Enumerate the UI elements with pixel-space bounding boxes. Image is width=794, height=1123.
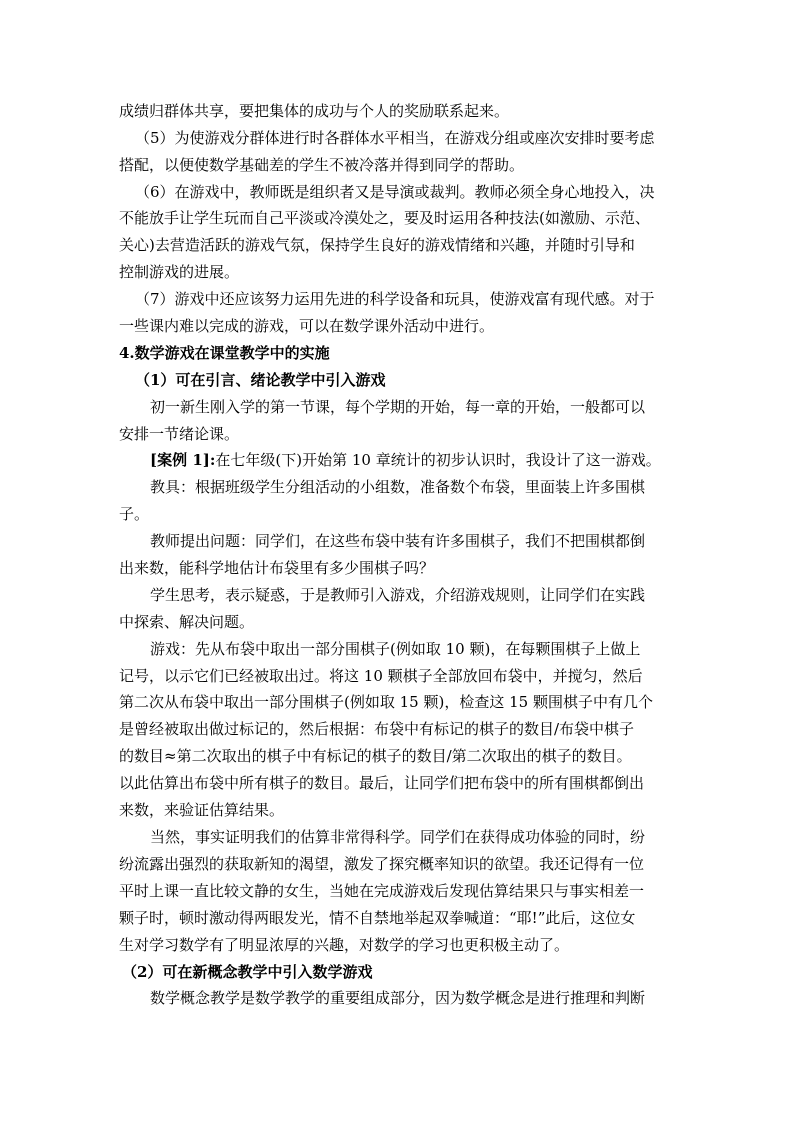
section-heading: 4.数学游戏在课堂教学中的实施	[119, 344, 330, 362]
case-text: 在七年级(下)开始第 10 章统计的初步认识时，我设计了这一游戏。	[215, 451, 661, 469]
text-line: 成绩归群体共享，要把集体的成功与个人的奖励联系起来。	[119, 102, 510, 120]
text-line: 不能放手让学生玩而自己平淡或冷漠处之，要及时运用各种技法(如激励、示范、	[119, 209, 650, 227]
text-line: 纷流露出强烈的获取新知的渴望，激发了探究概率知识的欲望。我还记得有一位	[119, 855, 645, 873]
text-line: （5）为使游戏分群体进行时各群体水平相当，在游戏分组或座次安排时要考虑	[135, 129, 655, 147]
text-line: 第二次从布袋中取出一部分围棋子(例如取 15 颗)，检查这 15 颗围棋子中有几个	[119, 693, 653, 711]
subsection-heading: （1）可在引言、绪论教学中引入游戏	[135, 371, 386, 389]
text-line: （6）在游戏中，教师既是组织者又是导演或裁判。教师必须全身心地投入，决	[135, 183, 655, 201]
text-line: 游戏：先从布袋中取出一部分围棋子(例如取 10 颗)，在每颗围棋子上做上	[150, 640, 641, 658]
text-line: 控制游戏的进展。	[119, 263, 240, 281]
text-line: 颗子时，顿时激动得两眼发光，情不自禁地举起双拳喊道：“耶!”此后，这位女	[119, 909, 636, 927]
text-line: 数学概念教学是数学教学的重要组成部分，因为数学概念是进行推理和判断	[150, 989, 646, 1007]
text-line: 是曾经被取出做过标记的，然后根据：布袋中有标记的棋子的数目/布袋中棋子	[119, 720, 635, 738]
text-line: 出来数，能科学地估计布袋里有多少围棋子吗？	[119, 559, 435, 577]
text-line: 记号，以示它们已经被取出过。将这 10 颗棋子全部放回布袋中，并搅匀，然后	[119, 667, 643, 685]
text-line: 学生思考，表示疑惑，于是教师引入游戏，介绍游戏规则，让同学们在实践	[150, 586, 646, 604]
text-line: 当然，事实证明我们的估算非常得科学。同学们在获得成功体验的同时，纷	[150, 828, 646, 846]
text-line: 来数，来验证估算结果。	[119, 801, 285, 819]
subsection-heading: （2）可在新概念教学中引入数学游戏	[122, 963, 373, 981]
text-line: 的数目≈第二次取出的棋子中有标记的棋子的数目/第二次取出的棋子的数目。	[119, 747, 632, 765]
text-line: 子。	[119, 505, 150, 523]
text-line: 安排一节绪论课。	[119, 425, 240, 443]
case-label: [案例 1]:	[150, 451, 216, 469]
text-line: 初一新生刚入学的第一节课，每个学期的开始，每一章的开始，一般都可以	[150, 398, 646, 416]
text-line: 搭配，以便使数学基础差的学生不被冷落并得到同学的帮助。	[119, 156, 525, 174]
text-line: 关心)去营造活跃的游戏气氛，保持学生良好的游戏情绪和兴趣，并随时引导和	[119, 236, 635, 254]
text-line: 生对学习数学有了明显浓厚的兴趣，对数学的学习也更积极主动了。	[119, 936, 570, 954]
text-line: 一些课内难以完成的游戏，可以在数学课外活动中进行。	[119, 317, 495, 335]
case-line	[150, 450, 661, 470]
text-line: 平时上课一直比较文静的女生，当她在完成游戏后发现估算结果只与事实相差一	[119, 882, 645, 900]
text-line: 以此估算出布袋中所有棋子的数目。最后，让同学们把布袋中的所有围棋都倒出	[119, 774, 645, 792]
text-line: 中探索、解决问题。	[119, 613, 255, 631]
text-line: （7）游戏中还应该努力运用先进的科学设备和玩具，使游戏富有现代感。对于	[135, 290, 655, 308]
text-line: 教具：根据班级学生分组活动的小组数，准备数个布袋，里面装上许多围棋	[150, 478, 646, 496]
text-line: 教师提出问题：同学们，在这些布袋中装有许多围棋子，我们不把围棋都倒	[150, 532, 646, 550]
